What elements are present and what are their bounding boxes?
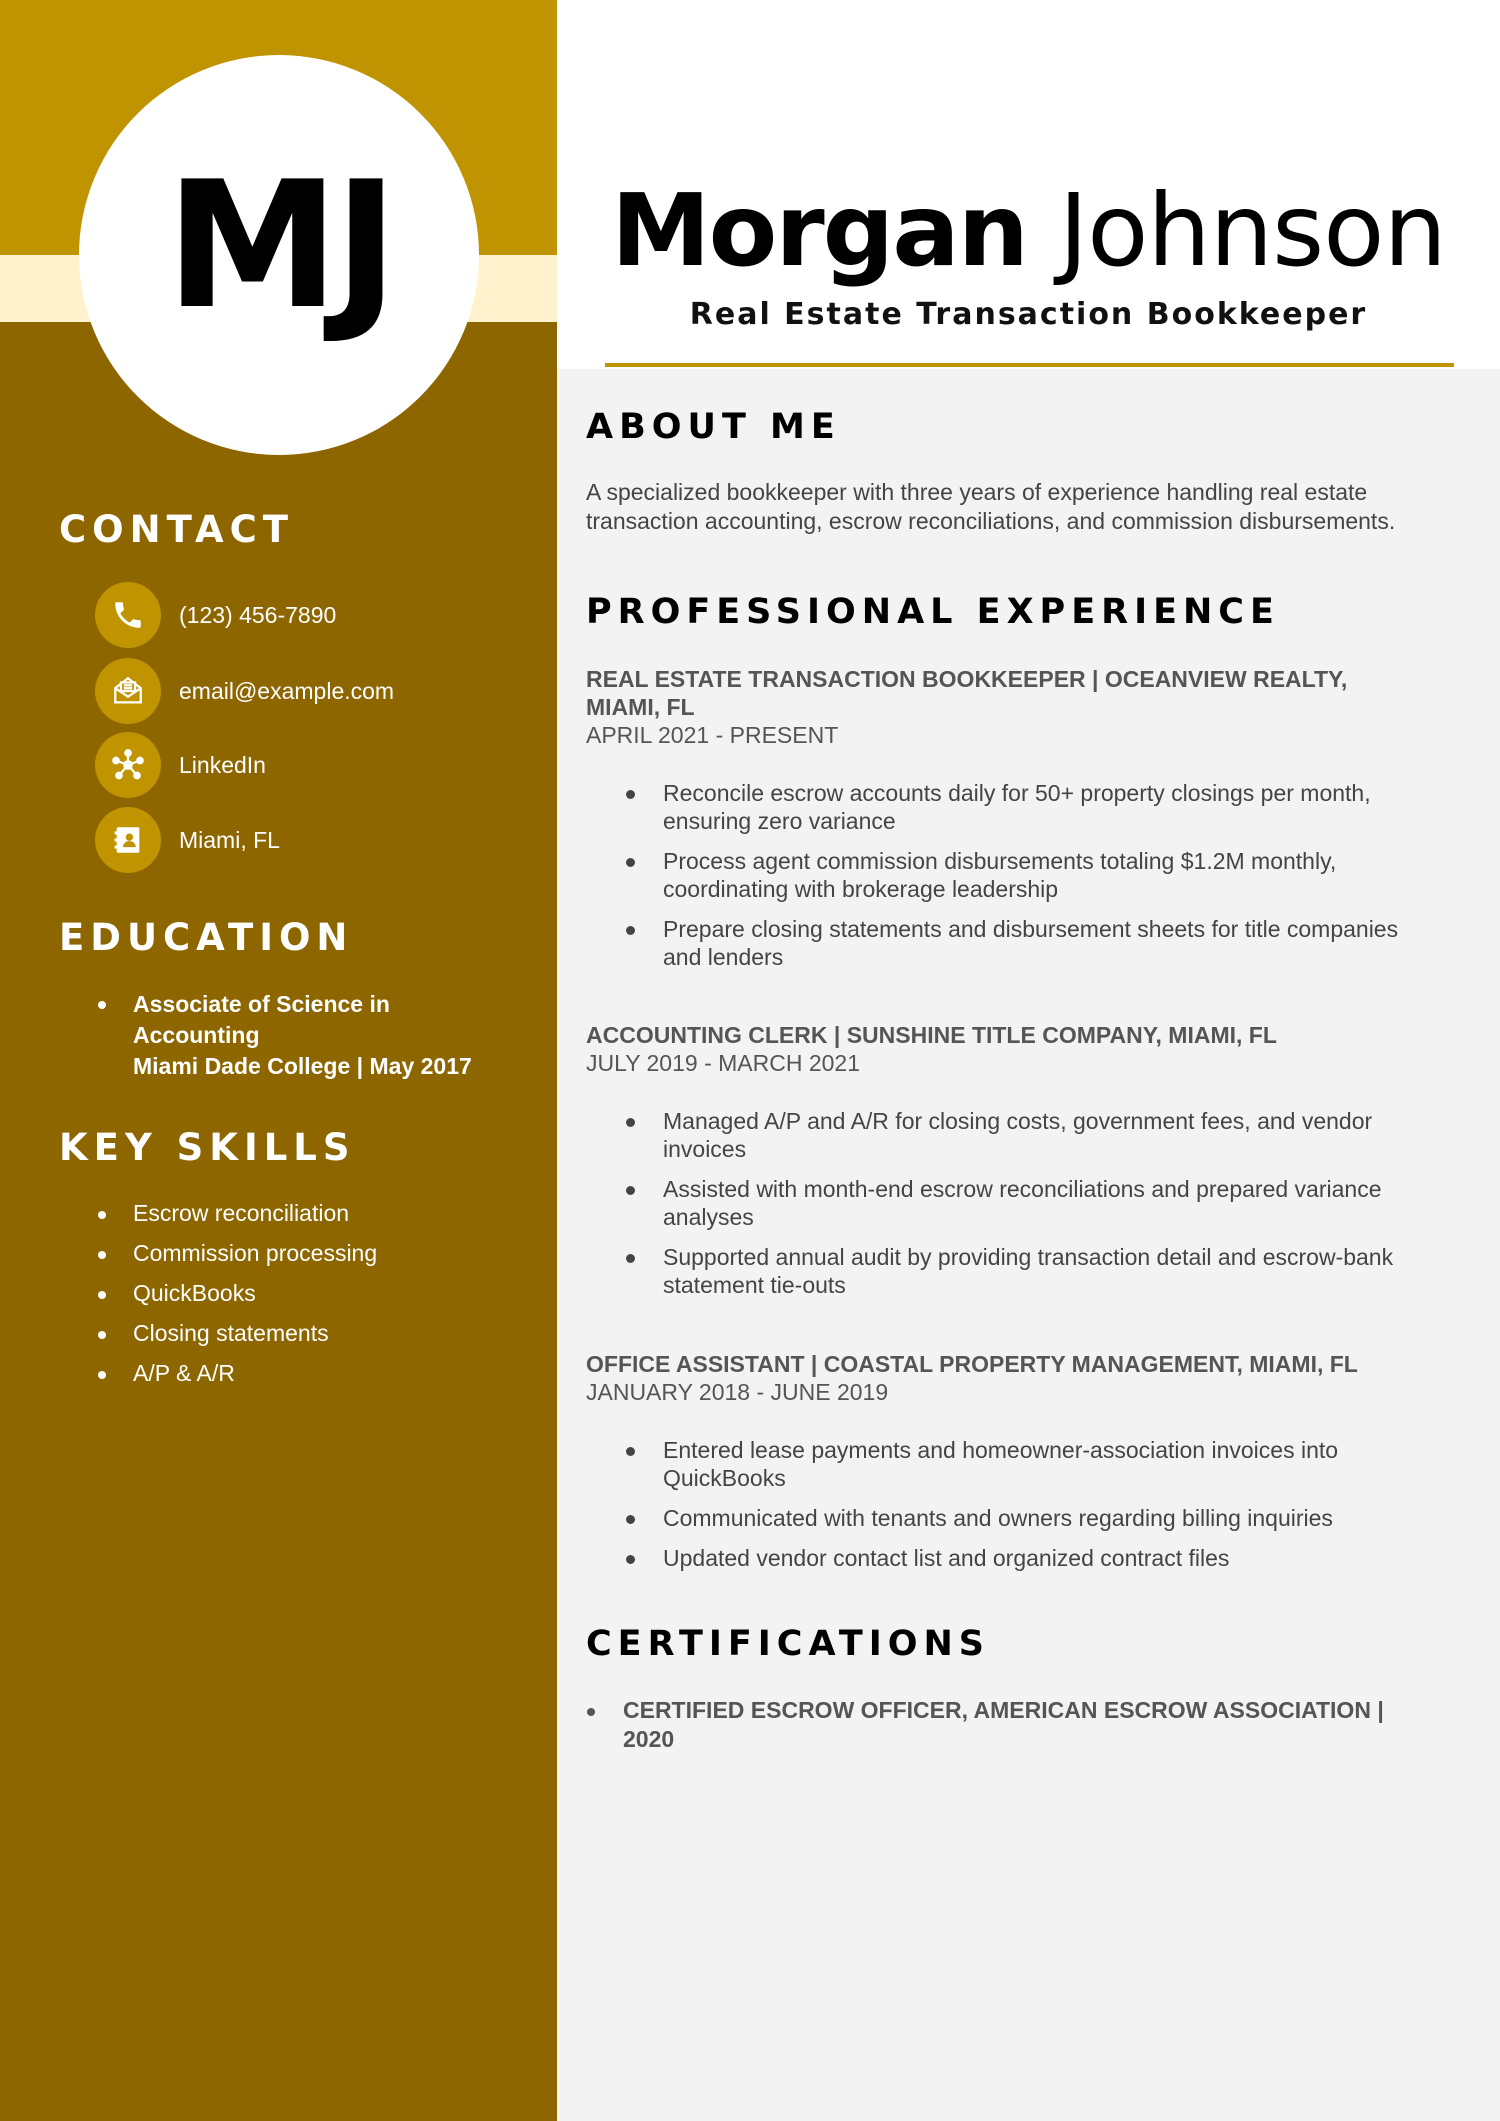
- job-bullet: Prepare closing statements and disbursement sheets for title companies and lenders: [663, 915, 1433, 971]
- job-bullet: Assisted with month-end escrow reconciliations and prepared variance analyses: [663, 1175, 1433, 1231]
- about-heading: ABOUT ME: [586, 407, 841, 447]
- skill-item: Escrow reconciliation: [133, 1199, 377, 1227]
- skill-item: Commission processing: [133, 1240, 378, 1266]
- job-title: Real Estate Transaction Bookkeeper: [689, 297, 1368, 332]
- linkedin-icon: [95, 732, 161, 798]
- job-dates: JULY 2019 - MARCH 2021: [586, 1050, 861, 1076]
- education-degree: Associate of Science in Accounting: [133, 991, 390, 1048]
- phone-icon: [95, 582, 161, 648]
- job-bullet: Reconcile escrow accounts daily for 50+ property closings per month, ensuring zero variance: [663, 779, 1433, 835]
- job-dates: APRIL 2021 - PRESENT: [586, 722, 839, 748]
- contact-linkedin[interactable]: [95, 732, 266, 798]
- contact-location[interactable]: [95, 807, 280, 873]
- avatar-initials: MJ: [165, 144, 393, 348]
- job-bullet: Process agent commission disbursements totaling $1.2M monthly, coordinating with brokerage leadership: [663, 847, 1433, 903]
- contact-email[interactable]: [95, 658, 394, 724]
- contact-heading: CONTACT: [59, 508, 294, 551]
- job-position: REAL ESTATE TRANSACTION BOOKKEEPER | OCEANVIEW REALTY, MIAMI, FL: [586, 666, 1348, 720]
- full-name: [557, 172, 1500, 289]
- job-bullet: Communicated with tenants and owners regarding billing inquiries: [663, 1504, 1433, 1532]
- job-bullet: Managed A/P and A/R for closing costs, government fees, and vendor invoices: [663, 1107, 1433, 1163]
- contact-location-text: Miami, FL: [179, 826, 280, 853]
- first-name: Morgan: [611, 172, 1027, 289]
- education-school: Miami Dade College | May 2017: [133, 1053, 472, 1079]
- education-heading: EDUCATION: [59, 916, 354, 959]
- email-icon: [95, 658, 161, 724]
- contact-linkedin-text: LinkedIn: [179, 751, 266, 778]
- certification-item: CERTIFIED ESCROW OFFICER, AMERICAN ESCROW ASSOCIATION | 2020: [623, 1696, 1423, 1754]
- contact-email-text: email@example.com: [179, 677, 395, 704]
- job-position: ACCOUNTING CLERK | SUNSHINE TITLE COMPANY, MIAMI, FL: [586, 1022, 1277, 1048]
- last-name: Johnson: [1058, 172, 1446, 289]
- contact-phone[interactable]: [95, 582, 336, 648]
- job-dates: JANUARY 2018 - JUNE 2019: [586, 1379, 889, 1405]
- avatar: [79, 55, 479, 455]
- skill-item: QuickBooks: [133, 1279, 377, 1307]
- education-item: [133, 989, 513, 1082]
- skills-list: [133, 1199, 377, 1399]
- certifications-heading: CERTIFICATIONS: [586, 1624, 991, 1664]
- location-icon: [95, 807, 161, 873]
- job-bullets: [663, 1436, 1433, 1584]
- header-divider: [605, 363, 1454, 367]
- contact-phone-text: (123) 456-7890: [179, 601, 337, 628]
- skill-item: Closing statements: [133, 1319, 377, 1347]
- job-bullet: Supported annual audit by providing transaction detail and escrow-bank statement tie-outs: [663, 1243, 1433, 1299]
- job-position: OFFICE ASSISTANT | COASTAL PROPERTY MANAGEMENT, MIAMI, FL: [586, 1351, 1358, 1377]
- about-text: A specialized bookkeeper with three years of experience handling real estate transaction accounting, escrow reconciliations, and commission disbursements.: [586, 479, 1396, 534]
- education-list: [133, 989, 513, 1082]
- job-bullets: [663, 779, 1433, 983]
- job-bullets: [663, 1107, 1433, 1311]
- job-bullet: Entered lease payments and homeowner-association invoices into QuickBooks: [663, 1436, 1433, 1492]
- experience-heading: PROFESSIONAL EXPERIENCE: [586, 592, 1280, 632]
- skills-heading: KEY SKILLS: [59, 1126, 356, 1169]
- job-bullet: Updated vendor contact list and organized contract files: [663, 1544, 1433, 1572]
- skill-item: A/P & A/R: [133, 1359, 377, 1387]
